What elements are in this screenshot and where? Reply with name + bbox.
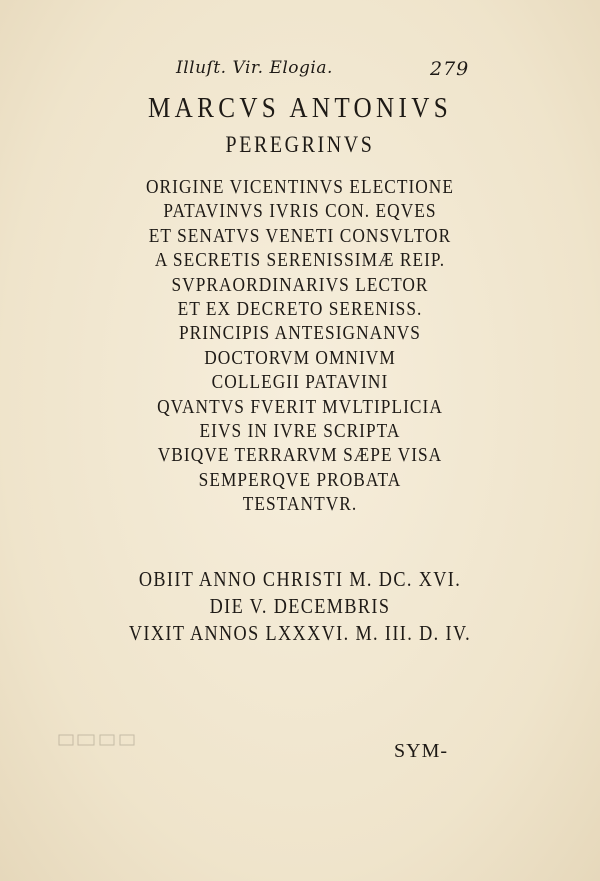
- body-line: DOCTORVM OMNIVM: [204, 346, 396, 369]
- library-stamp-mark: [58, 732, 136, 748]
- body-line: SVPRAORDINARIVS LECTOR: [171, 273, 429, 296]
- body-line: VBIQVE TERRARVM SÆPE VISA: [157, 444, 443, 467]
- running-head: [0, 58, 600, 84]
- body-line: SEMPERQVE PROBATA: [198, 468, 402, 491]
- epitaph-heading: [0, 90, 600, 158]
- heading-surname: PEREGRINVS: [225, 132, 375, 157]
- epitaph-closing: [0, 566, 600, 647]
- body-line: QVANTVS FVERIT MVLTIPLICIA: [157, 395, 443, 418]
- epitaph-body: [0, 175, 600, 516]
- catchword: SYM-: [394, 740, 449, 762]
- body-line: TESTANTVR.: [242, 493, 358, 516]
- body-line: A SECRETIS SERENISSIMÆ REIP.: [154, 249, 446, 272]
- closing-line: DIE V. DECEMBRIS: [209, 594, 391, 618]
- heading-name: MARCVS ANTONIVS: [147, 92, 453, 124]
- body-line: ET SENATVS VENETI CONSVLTOR: [148, 224, 452, 247]
- body-line: ORIGINE VICENTINVS ELECTIONE: [145, 176, 455, 198]
- body-line: COLLEGII PATAVINI: [211, 371, 389, 394]
- closing-line: VIXIT ANNOS LXXXVI. M. III. D. IV.: [128, 621, 472, 645]
- body-line: PATAVINVS IVRIS CON. EQVES: [163, 200, 437, 223]
- closing-line: OBIIT ANNO CHRISTI M. DC. XVI.: [138, 567, 462, 591]
- page-number: 279: [430, 58, 470, 80]
- body-line: EIVS IN IVRE SCRIPTA: [199, 419, 401, 442]
- body-line: PRINCIPIS ANTESIGNANVS: [179, 322, 421, 345]
- body-line: ET EX DECRETO SERENISS.: [177, 297, 423, 320]
- running-head-title: Illuſt. Vir. Elogia.: [176, 58, 333, 78]
